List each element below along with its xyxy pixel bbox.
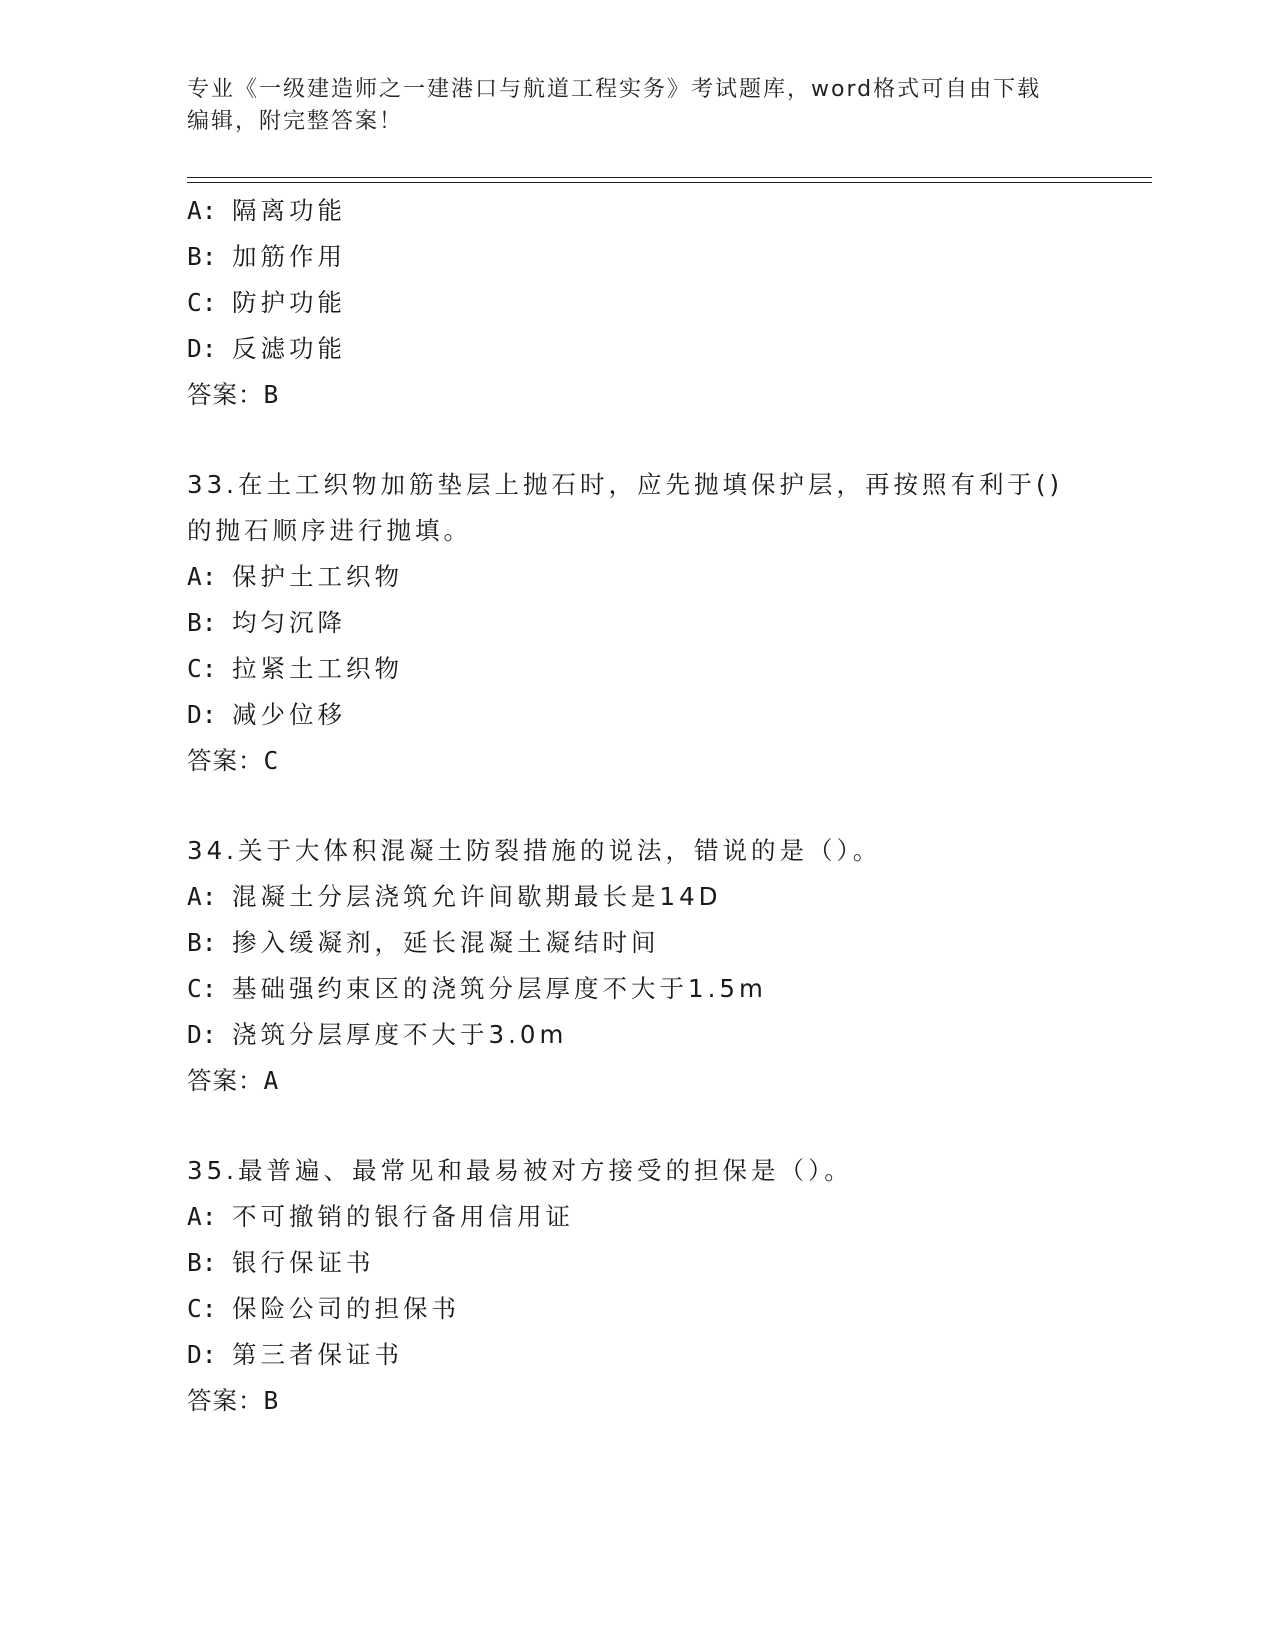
option-a: A: 保护土工织物 — [187, 562, 403, 591]
option-a-text: 保护土工织物 — [232, 562, 403, 591]
document-header — [187, 74, 1067, 138]
option-d-text: 反滤功能 — [232, 334, 346, 363]
question-stem-continued: 的抛石顺序进行抛填。 — [187, 516, 472, 545]
option-a: A: 混凝土分层浇筑允许间歇期最长是14D — [187, 882, 722, 911]
question-34 — [187, 828, 1087, 1104]
answer-label: 答案： — [187, 746, 264, 775]
option-b-text: 掺入缓凝剂，延长混凝土凝结时间 — [232, 928, 660, 957]
answer-label: 答案： — [187, 1066, 264, 1095]
header-line-1: 专业《一级建造师之一建港口与航道工程实务》考试题库，word格式可自由下载 — [187, 77, 1042, 102]
option-a-text: 不可撤销的银行备用信用证 — [232, 1202, 574, 1231]
answer-value: B — [263, 380, 280, 409]
option-a-text: 混凝土分层浇筑允许间歇期最长是14D — [232, 882, 722, 911]
answer-label: 答案： — [187, 380, 264, 409]
spacer — [187, 1104, 1087, 1148]
option-b-text: 均匀沉降 — [232, 608, 346, 637]
header-divider-bottom — [187, 182, 1152, 183]
answer-line — [187, 372, 1087, 418]
option-b: B: 银行保证书 — [187, 1248, 375, 1277]
answer-line — [187, 1378, 1087, 1424]
answer-label: 答案： — [187, 1386, 264, 1415]
option-b: B: 掺入缓凝剂，延长混凝土凝结时间 — [187, 928, 660, 957]
option-a-text: 隔离功能 — [232, 196, 346, 225]
option-d: D: 减少位移 — [187, 700, 346, 729]
question-33 — [187, 462, 1087, 784]
spacer — [187, 418, 1087, 462]
option-b: B: 加筋作用 — [187, 242, 346, 271]
header-line-2: 编辑，附完整答案！ — [187, 109, 404, 134]
option-a: A: 不可撤销的银行备用信用证 — [187, 1202, 574, 1231]
option-d: D: 浇筑分层厚度不大于3.0m — [187, 1020, 568, 1049]
option-c-text: 防护功能 — [232, 288, 346, 317]
option-c: C: 防护功能 — [187, 288, 346, 317]
option-b-text: 加筋作用 — [232, 242, 346, 271]
answer-line — [187, 1058, 1087, 1104]
question-32 — [187, 188, 1087, 418]
question-stem: 35.最普遍、最常见和最易被对方接受的担保是（）。 — [187, 1156, 853, 1185]
option-d: D: 第三者保证书 — [187, 1340, 403, 1369]
option-c-text: 基础强约束区的浇筑分层厚度不大于1.5m — [232, 974, 767, 1003]
answer-line — [187, 738, 1087, 784]
option-c-text: 保险公司的担保书 — [232, 1294, 460, 1323]
header-divider-top — [187, 177, 1152, 178]
option-d-text: 减少位移 — [232, 700, 346, 729]
option-b: B: 均匀沉降 — [187, 608, 346, 637]
question-35 — [187, 1148, 1087, 1424]
question-list — [187, 188, 1087, 1424]
option-d: D: 反滤功能 — [187, 334, 346, 363]
option-b-text: 银行保证书 — [232, 1248, 375, 1277]
answer-value: B — [263, 1386, 280, 1415]
option-d-text: 浇筑分层厚度不大于3.0m — [232, 1020, 568, 1049]
question-stem: 33.在土工织物加筋垫层上抛石时，应先抛填保护层，再按照有利于() — [187, 470, 1064, 499]
question-stem: 34.关于大体积混凝土防裂措施的说法，错说的是（）。 — [187, 836, 882, 865]
answer-value: A — [263, 1066, 280, 1095]
option-c: C: 拉紧土工织物 — [187, 654, 403, 683]
answer-value: C — [263, 746, 280, 775]
option-c: C: 保险公司的担保书 — [187, 1294, 460, 1323]
spacer — [187, 784, 1087, 828]
option-c: C: 基础强约束区的浇筑分层厚度不大于1.5m — [187, 974, 767, 1003]
option-a: A: 隔离功能 — [187, 196, 346, 225]
option-c-text: 拉紧土工织物 — [232, 654, 403, 683]
option-d-text: 第三者保证书 — [232, 1340, 403, 1369]
